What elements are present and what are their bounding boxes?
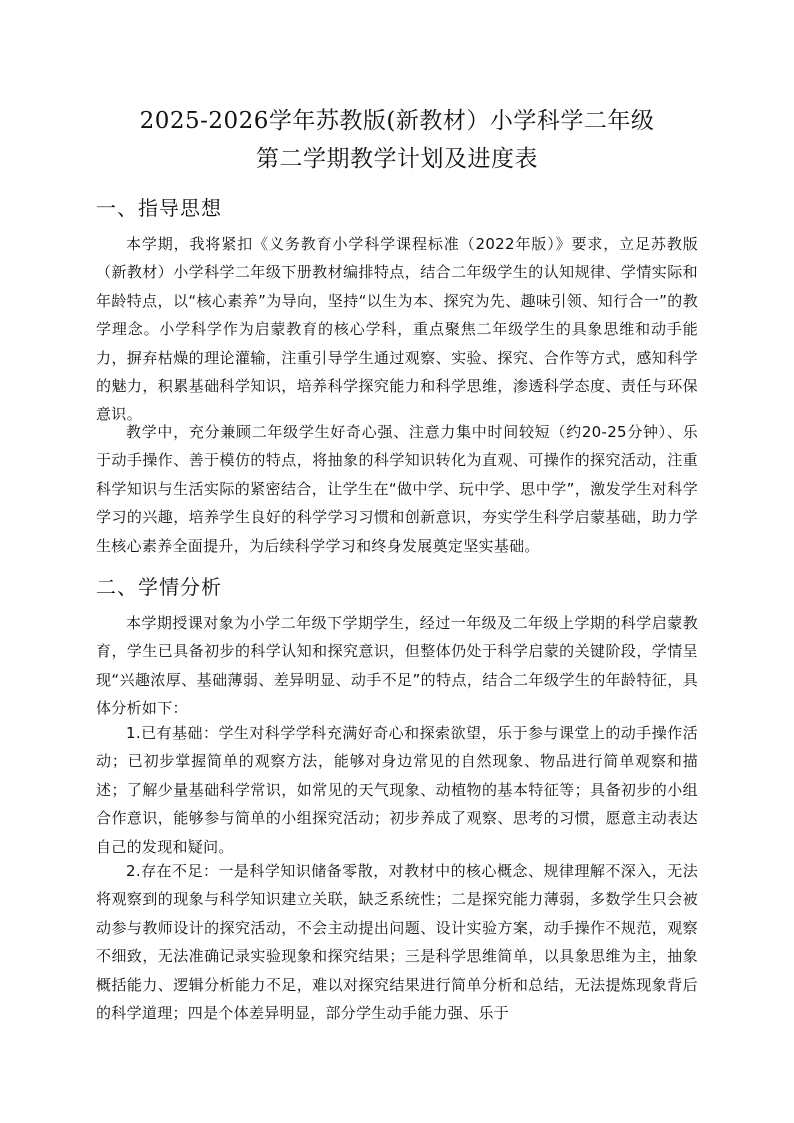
document-title-line-1: 2025-2026学年苏教版(新教材）小学科学二年级 bbox=[139, 108, 655, 134]
paragraph: 本学期，我将紧扣《义务教育小学科学课程标准（2022年版）》要求，立足苏教版（新教材）小学科学二年级下册教材编排特点，结合二年级学生的认知规律、学情实际和年龄特点，以“核心素养”为导向，坚持“以生为本、探究为先、趣味引领、知行合一”的教学理念。小学科学作为启蒙教育的核心学科，重点聚焦二年级学生的具象思维和动手能力，摒弃枯燥的理论灌输，注重引导学生通过观察、实验、探究、合作等方式，感知科学的魅力，积累基础科学知识，培养科学探究能力和科学思维，渗透科学态度、责任与环保意识。 bbox=[96, 235, 698, 424]
paragraph: 1.已有基础：学生对科学学科充满好奇心和探索欲望，乐于参与课堂上的动手操作活动；已初步掌握简单的观察方法，能够对身边常见的自然现象、物品进行简单观察和描述；了解少量基础科学常识，如常见的天气现象、动植物的基本特征等；具备初步的小组合作意识，能够参与简单的小组探究活动；初步养成了观察、思考的习惯，愿意主动表达自己的发现和疑问。 bbox=[96, 724, 698, 856]
paragraph: 2.存在不足：一是科学知识储备零散，对教材中的核心概念、规律理解不深入，无法将观察到的现象与科学知识建立关联，缺乏系统性；二是探究能力薄弱，多数学生只会被动参与教师设计的探究活动，不会主动提出问题、设计实验方案，动手操作不规范，观察不细致，无法准确记录实验现象和探究结果；三是科学思维简单，以具象思维为主，抽象概括能力、逻辑分析能力不足，难以对探究结果进行简单分析和总结，无法提炼现象背后的科学道理；四是个体差异明显，部分学生动手能力强、乐于 bbox=[96, 862, 698, 1023]
paragraph: 教学中，充分兼顾二年级学生好奇心强、注意力集中时间较短（约20-25分钟）、乐于动手操作、善于模仿的特点，将抽象的科学知识转化为直观、可操作的探究活动，注重科学知识与生活实际的紧密结合，让学生在“做中学、玩中学、思中学”，激发学生对科学学习的兴趣，培养学生良好的科学学习习惯和创新意识，夯实学生科学启蒙基础，助力学生核心素养全面提升，为后续科学学习和终身发展奠定坚实基础。 bbox=[96, 423, 698, 555]
document-title-line-2: 第二学期教学计划及进度表 bbox=[256, 146, 538, 172]
section-heading-guiding-thought: 一、指导思想 bbox=[96, 196, 222, 220]
paragraph: 本学期授课对象为小学二年级下学期学生，经过一年级及二年级上学期的科学启蒙教育，学生已具备初步的科学认知和探究意识，但整体仍处于科学启蒙的关键阶段，学情呈现“兴趣浓厚、基础薄弱、差异明显、动手不足”的特点，结合二年级学生的年龄特征，具体分析如下： bbox=[96, 614, 698, 718]
section-heading-learning-analysis: 二、学情分析 bbox=[96, 575, 222, 599]
